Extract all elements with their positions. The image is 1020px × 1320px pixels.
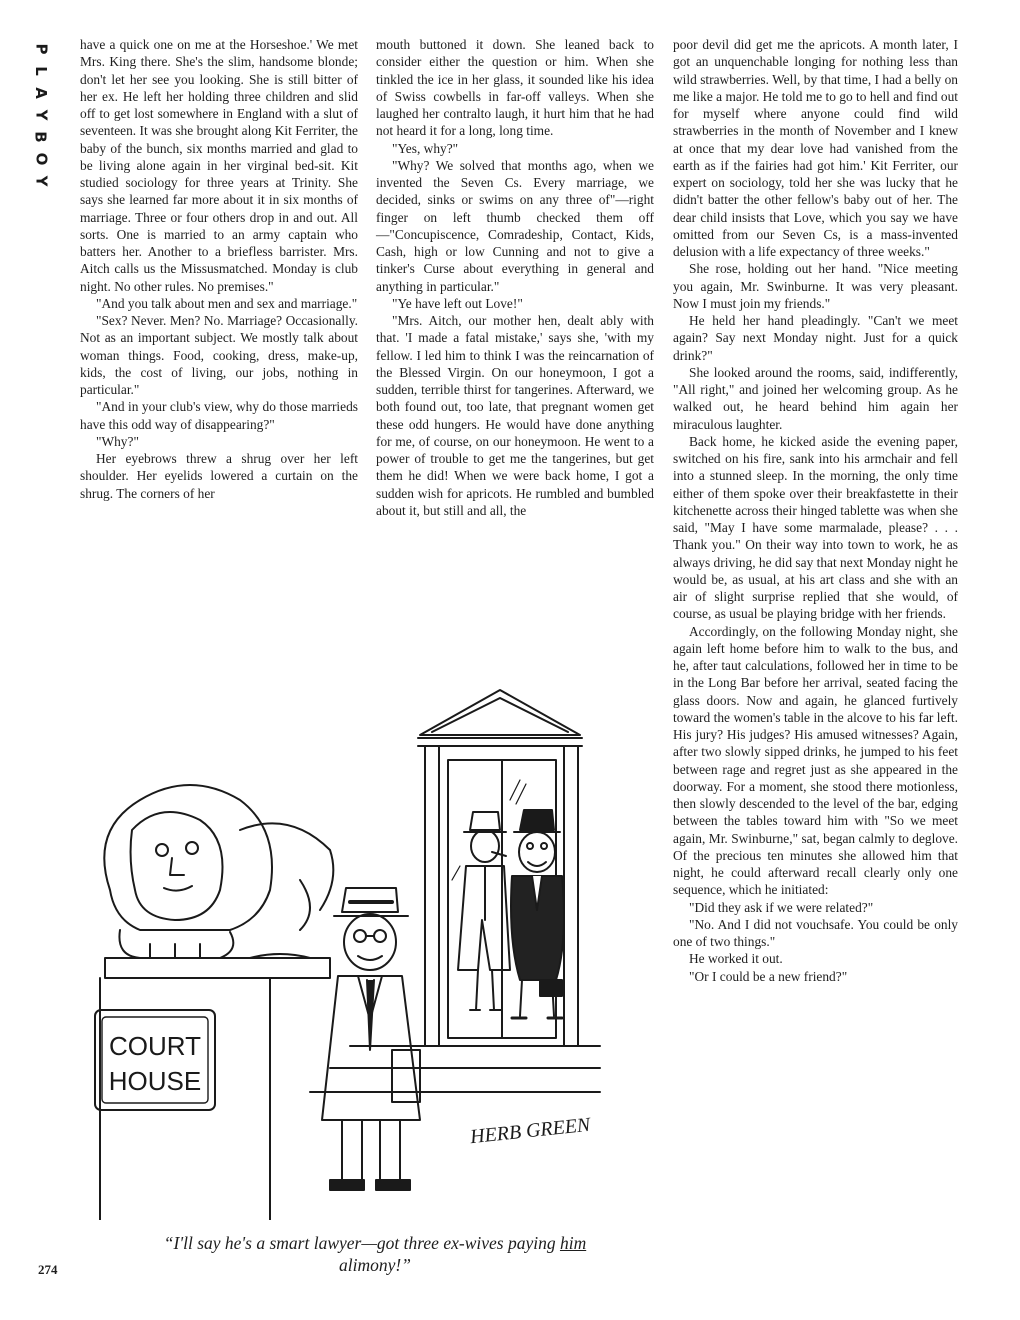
paragraph: He worked it out. — [689, 951, 783, 967]
paragraph: She looked around the rooms, said, indifferently, "All right," and joined her welcoming group. As he walked out, he heard behind him again her miraculous laughter. — [673, 364, 958, 432]
paragraph: "Or I could be a new friend?" — [689, 968, 848, 984]
caption-text-1: “I'll say he's a smart lawyer—got three ex-wives paying — [163, 1233, 560, 1253]
paragraph: "Ye have left out Love!" — [392, 295, 523, 311]
lion-statue — [100, 785, 333, 1220]
cartoonist-signature: HERB GREEN — [469, 1113, 592, 1149]
paragraph: "No. And I did not vouchsafe. You could be only one of two things." — [673, 916, 958, 949]
paragraph: He held her hand pleadingly. "Can't we meet again? Say next Monday night. Just for a quick drink?" — [673, 313, 958, 363]
sign-text-house: HOUSE — [108, 1066, 202, 1096]
caption-emphasis: him — [559, 1233, 587, 1253]
paragraph: mouth buttoned it down. She leaned back to consider either the question or him. When she tinkled the ice in her glass, it sounded like his idea of Swiss cowbells in far-off valleys. When she laughed her contralto laugh, it hurt him that he had not heard it for a long, long time. — [376, 37, 654, 139]
magazine-sidebar — [28, 38, 54, 192]
article-column-3 — [673, 36, 958, 985]
article-column-1 — [80, 36, 358, 502]
paragraph: "And you talk about men and sex and marriage." — [96, 295, 358, 311]
paragraph: Accordingly, on the following Monday night, she again left home before him to walk to the bus, and he, after taut calculations, followed her in time to be in the Long Bar before her arrival, seated facing the glass doors. Now and again, he glanced furtively toward the women's table in the alcove to his far left. His jury? His judges? His amused witnesses? Again, after two slowly sipped drinks, he jumped to his feet between rage and regret just as she appeared in the doorway. For a moment, she stood there motionless, then slowly descended to the level of the bar, edging between the tables toward him with "So we meet again, Mr. Swinburne," sat, began calmly to deglove. Of the precious ten minutes she allowed him that night, he could afterward recall clearly only one sequence, which he initiated: — [673, 623, 958, 898]
sidebar-letter: Y — [32, 175, 50, 187]
sign-text-court: COURT — [109, 1031, 201, 1061]
paragraph: "And in your club's view, why do those marrieds have this odd way of disappearing?" — [80, 399, 358, 432]
paragraph: "Mrs. Aitch, our mother hen, dealt ably with that. 'I made a fatal mistake,' says she, 'with my fellow. I led him to think I was the reincarnation of the Blessed Virgin. On our honeymoon, I got a sudden, terrible thirst for tangerines. Afterward, we both found out, too late, that pregnant women get these odd hungers. He would have done anything for me, of course, on our honeymoon. He went to a power of trouble to get me the tangerines, but get them he did! When we were back home, I got a sudden wish for apricots. He rumbled and bumbled about it, but still and all, the — [376, 313, 654, 518]
sidebar-letter: O — [31, 152, 50, 166]
caption-text-2: alimony!” — [339, 1255, 411, 1275]
cartoon-illustration — [80, 680, 658, 1220]
paragraph: "Yes, why?" — [392, 140, 459, 156]
sidebar-letter: Y — [32, 109, 50, 121]
page-number: 274 — [38, 1262, 58, 1277]
cartoon-caption — [150, 1232, 600, 1276]
sidebar-letter: A — [31, 87, 50, 99]
paragraph: Her eyebrows threw a shrug over her left shoulder. Her eyelids lowered a curtain on the shrug. The corners of her — [80, 451, 358, 501]
paragraph: "Why? We solved that months ago, when we invented the Seven Cs. Every marriage, we decided, sinks or swims on any three of"—right finger on left thumb checked them off—"Concupiscence, Comradeship, Contact, Kids, Cash, high or low Cunning and not to give a tinker's Curse about everything in general and anything in particular." — [376, 157, 654, 294]
sidebar-letter: L — [32, 66, 50, 76]
sidebar-letter: B — [32, 131, 50, 143]
paragraph: "Sex? Never. Men? No. Marriage? Occasionally. Not as an important subject. We mostly talk about woman things. Food, cooking, dress, make-up, kids, the cost of living, our jobs, nothing in particular." — [80, 313, 358, 397]
paragraph: She rose, holding out her hand. "Nice meeting you again, Mr. Swinburne. It was very pleasant. Now I must join my friends." — [673, 261, 958, 311]
lawyer-figure — [322, 888, 420, 1190]
sidebar-letter: P — [32, 43, 50, 55]
paragraph: poor devil did get me the apricots. A month later, I got an unquenchable longing for nothing less than wild strawberries. Well, by that time, I had a belly on me like a major. He told me to go to hell and find out for myself where anyone could find wild strawberries in the month of November and I knew at once that my dear love had vanished from the earth as if the fairies had got him.' Kit Ferriter, our expert on sociology, told her she was lucky that he didn't batter the other fellow's baby out of her. The dear child insists that Love, which you say we have omitted from our Seven Cs, is a mass-invented delusion with a life expectancy of three weeks." — [673, 37, 958, 259]
paragraph: "Why?" — [96, 433, 139, 449]
paragraph: Back home, he kicked aside the evening paper, switched on his fire, sank into his armchair and fell into a stunned sleep. In the morning, the only time either of them spoke over their breakfastette in their kitchenette across their hinged tablette was when she said, "May I have some marmalade, please? . . . Thank you." On their way into town to work, he as always driving, he did say that next Monday night he would be, as usual, at his art class and she with an air of slight surprise replied that she would, of course, as usual be playing bridge with her friends. — [673, 433, 958, 622]
paragraph: "Did they ask if we were related?" — [689, 899, 874, 915]
paragraph: have a quick one on me at the Horseshoe.' We met Mrs. King there. She's the slim, handsome blonde; don't let her see you looking. She is still bitter of her ex. He left her holding three children and slid off to get lost somewhere in England with a slut of seventeen. It was she brought along Kit Ferriter, the baby of the bunch, six months married and glad to be living alone again in her virginal bed-sit. Kit studied sociology for three years at Trinity. She says she learned far more about it in six months of marriage. Three or four others drop in and out. All sorts. One is married to an army captain who batters her. Another to a briefless barrister. Mrs. Aitch calls us the Missusmatched. Monday is club night. No other rules. No premises." — [80, 37, 358, 294]
two-men-figures — [458, 810, 564, 1018]
article-column-2 — [376, 36, 654, 519]
